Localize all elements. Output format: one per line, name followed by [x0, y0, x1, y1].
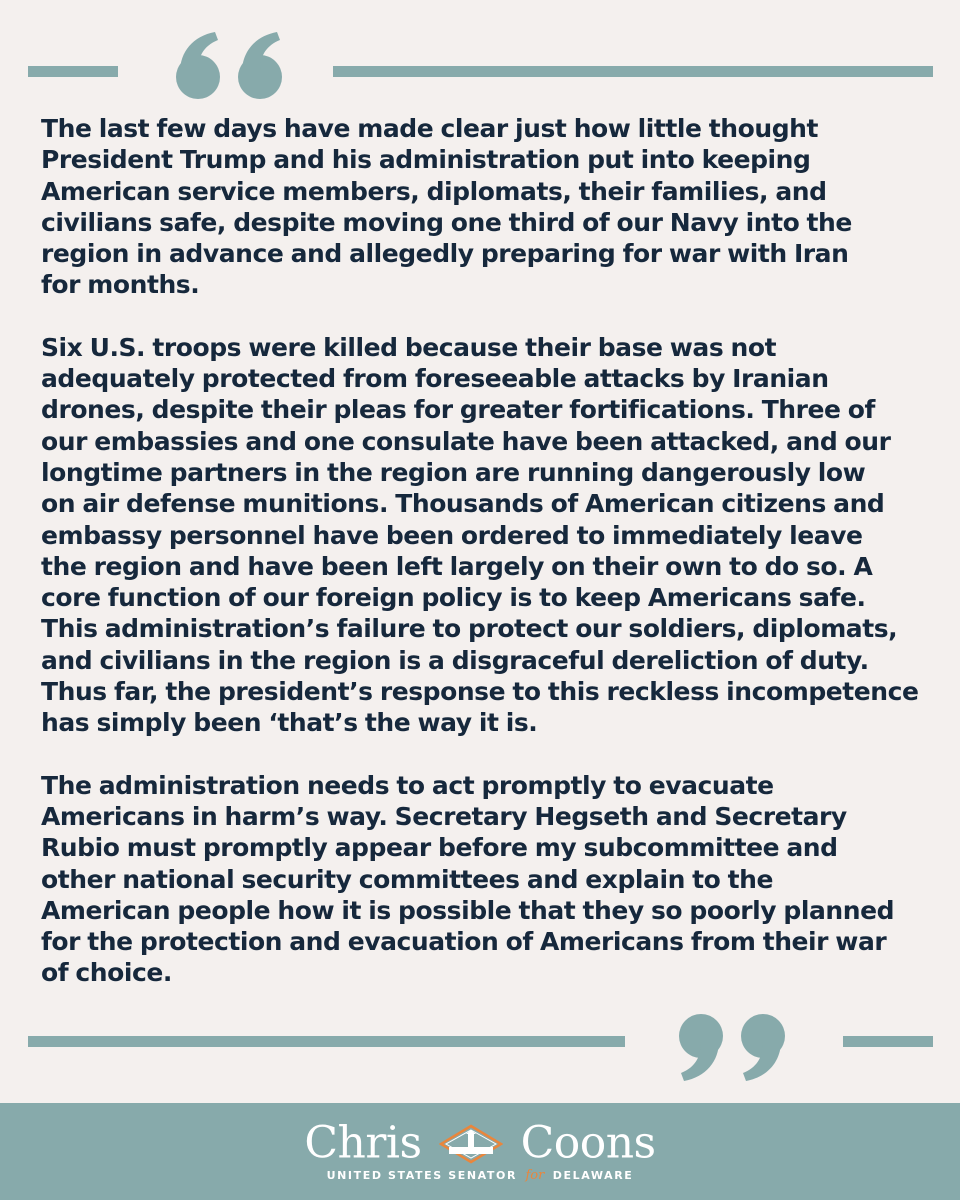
- top-left-divider: [28, 66, 118, 77]
- quote-paragraph-3: The administration needs to act promptly to evacuate Americans in harm’s way. Secretary Hegseth and Secretary Rubio must promptly appear before my subcommittee and other national security committees and explain to the American people how it is possible that they so poorly planned for the protection and evacuation of Americans from their war of choice.: [41, 770, 895, 988]
- open-quote-icon: [165, 30, 295, 100]
- senator-tagline: [0, 1169, 960, 1183]
- bottom-left-divider: [28, 1036, 625, 1047]
- quote-paragraph-1: The last few days have made clear just how little thought President Trump and his administration put into keeping American service members, diplomats, their families, and civilians safe, despite moving one third of our Navy into the region in advance and allegedly preparing for war with Iran for months.: [41, 114, 852, 300]
- footer-banner: [0, 1103, 960, 1200]
- tagline-for: for: [525, 1168, 545, 1183]
- tagline-title: UNITED STATES SENATOR: [326, 1169, 518, 1182]
- quote-paragraph-2: Six U.S. troops were killed because their base was not adequately protected from foreseeable attacks by Iranian drones, despite their pleas for greater fortifications. Three of our embassies and one consulate have been attacked, and our longtime partners in the region are running dangerously low on air defense munitions. Thousands of American citizens and embassy personnel have been ordered to immediately leave the region and have been left largely on their own to do so. A core function of our foreign policy is to keep Americans safe. This administration’s failure to protect our soldiers, diplomats, and civilians in the region is a disgraceful dereliction of duty. Thus far, the president’s response to this reckless incompetence has simply been ‘that’s the way it is.: [41, 332, 919, 738]
- tagline-state: DELAWARE: [552, 1169, 634, 1182]
- wordmark-first-name: Chris: [304, 1117, 422, 1169]
- top-right-divider: [333, 66, 933, 77]
- wordmark-last-name: Coons: [520, 1117, 656, 1169]
- bottom-right-divider: [843, 1036, 933, 1047]
- quote-body: [41, 113, 921, 1020]
- diamond-lighthouse-emblem-icon: [439, 1124, 503, 1164]
- close-quote-icon: [668, 1013, 798, 1083]
- senator-wordmark: [0, 1116, 960, 1169]
